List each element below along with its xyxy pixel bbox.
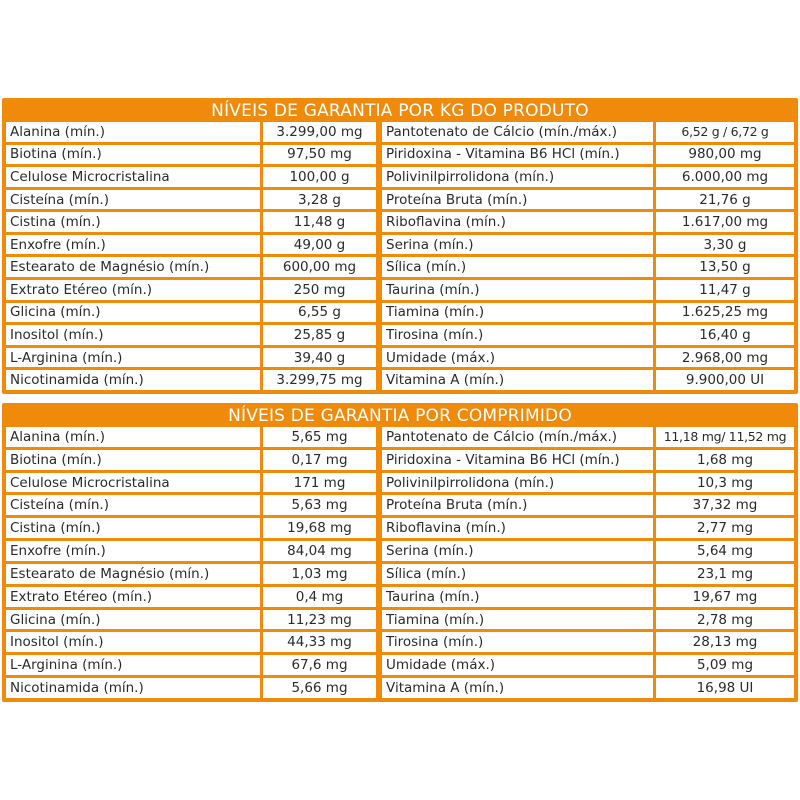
table-row xyxy=(382,212,794,232)
nutrient-name: Enxofre (mín.) xyxy=(6,541,260,561)
table-row xyxy=(6,190,376,210)
table-row xyxy=(382,450,794,470)
table-row xyxy=(6,280,376,300)
nutrient-value: 6.000,00 mg xyxy=(656,167,794,187)
nutrient-value: 3,30 g xyxy=(656,235,794,255)
nutrient-value: 97,50 mg xyxy=(263,145,376,165)
table-row xyxy=(382,495,794,515)
table-row xyxy=(382,257,794,277)
table-title: NÍVEIS DE GARANTIA POR KG DO PRODUTO xyxy=(211,101,589,121)
nutrient-name: Cistina (mín.) xyxy=(6,518,260,538)
table-row xyxy=(382,678,794,698)
nutrient-name: Glicina (mín.) xyxy=(6,610,260,630)
nutrient-value: 2,78 mg xyxy=(656,610,794,630)
nutrient-name: Extrato Etéreo (mín.) xyxy=(6,587,260,607)
table-row xyxy=(6,235,376,255)
nutrient-name: Estearato de Magnésio (mín.) xyxy=(6,564,260,584)
nutrient-name: Pantotenato de Cálcio (mín./máx.) xyxy=(382,122,653,142)
nutrient-value: 5,65 mg xyxy=(263,427,376,447)
nutrient-name: Proteína Bruta (mín.) xyxy=(382,495,653,515)
nutrient-name: L-Arginina (mín.) xyxy=(6,655,260,675)
table-row xyxy=(6,257,376,277)
table-row xyxy=(382,235,794,255)
nutrient-value: 5,64 mg xyxy=(656,541,794,561)
table-per-kg xyxy=(2,98,798,394)
nutrient-name: Inositol (mín.) xyxy=(6,632,260,652)
nutrient-value: 11,23 mg xyxy=(263,610,376,630)
nutrient-value: 5,09 mg xyxy=(656,655,794,675)
nutrient-name: L-Arginina (mín.) xyxy=(6,348,260,368)
nutrient-value: 2.968,00 mg xyxy=(656,348,794,368)
table-row xyxy=(382,348,794,368)
nutrient-name: Enxofre (mín.) xyxy=(6,235,260,255)
table-row xyxy=(382,122,794,142)
nutrient-name: Cistina (mín.) xyxy=(6,212,260,232)
nutrient-value: 67,6 mg xyxy=(263,655,376,675)
nutrient-value: 11,48 g xyxy=(263,212,376,232)
nutrient-value: 250 mg xyxy=(263,280,376,300)
nutrient-name: Sílica (mín.) xyxy=(382,564,653,584)
nutrient-name: Pantotenato de Cálcio (mín./máx.) xyxy=(382,427,653,447)
nutrient-value: 0,17 mg xyxy=(263,450,376,470)
nutrient-value: 171 mg xyxy=(263,473,376,493)
nutrient-value: 980,00 mg xyxy=(656,145,794,165)
table-row xyxy=(382,370,794,390)
table-row xyxy=(382,655,794,675)
nutrient-value: 16,40 g xyxy=(656,325,794,345)
table-row xyxy=(382,167,794,187)
nutrient-value: 49,00 g xyxy=(263,235,376,255)
table-row xyxy=(6,145,376,165)
nutrient-value: 11,18 mg/ 11,52 mg xyxy=(656,427,794,447)
nutrient-value: 11,47 g xyxy=(656,280,794,300)
nutrient-value: 1.617,00 mg xyxy=(656,212,794,232)
nutrient-name: Sílica (mín.) xyxy=(382,257,653,277)
table-row xyxy=(6,212,376,232)
nutrient-name: Riboflavina (mín.) xyxy=(382,518,653,538)
nutrient-value: 0,4 mg xyxy=(263,587,376,607)
table-row xyxy=(382,325,794,345)
nutrient-value: 6,55 g xyxy=(263,303,376,323)
table-per-tablet xyxy=(2,403,798,702)
table-row xyxy=(6,348,376,368)
table-row xyxy=(382,190,794,210)
nutrient-name: Glicina (mín.) xyxy=(6,303,260,323)
table-row xyxy=(6,450,376,470)
right-column xyxy=(382,122,794,390)
table-row xyxy=(6,495,376,515)
table-row xyxy=(6,325,376,345)
nutrient-value: 39,40 g xyxy=(263,348,376,368)
nutrient-value: 1.625,25 mg xyxy=(656,303,794,323)
table-row xyxy=(6,564,376,584)
nutrient-value: 28,13 mg xyxy=(656,632,794,652)
table-row xyxy=(6,541,376,561)
table-row xyxy=(382,632,794,652)
nutrient-name: Serina (mín.) xyxy=(382,235,653,255)
nutrient-value: 1,68 mg xyxy=(656,450,794,470)
nutrient-name: Umidade (máx.) xyxy=(382,655,653,675)
table-row xyxy=(382,518,794,538)
table-row xyxy=(382,473,794,493)
nutrient-name: Polivinilpirrolidona (mín.) xyxy=(382,167,653,187)
nutrient-name: Vitamina A (mín.) xyxy=(382,370,653,390)
nutrient-name: Tirosina (mín.) xyxy=(382,325,653,345)
nutrient-name: Tiamina (mín.) xyxy=(382,610,653,630)
nutrient-name: Extrato Etéreo (mín.) xyxy=(6,280,260,300)
table-row xyxy=(6,303,376,323)
nutrient-name: Cisteína (mín.) xyxy=(6,495,260,515)
nutrient-name: Alanina (mín.) xyxy=(6,427,260,447)
table-row xyxy=(382,280,794,300)
nutrient-value: 16,98 UI xyxy=(656,678,794,698)
left-column xyxy=(6,122,376,390)
nutrient-name: Cisteína (mín.) xyxy=(6,190,260,210)
table-row xyxy=(382,303,794,323)
nutrient-name: Tiamina (mín.) xyxy=(382,303,653,323)
table-row xyxy=(6,122,376,142)
table-title: NÍVEIS DE GARANTIA POR COMPRIMIDO xyxy=(228,406,572,426)
nutrient-name: Alanina (mín.) xyxy=(6,122,260,142)
nutrient-name: Nicotinamida (mín.) xyxy=(6,370,260,390)
nutrient-value: 23,1 mg xyxy=(656,564,794,584)
nutrient-value: 13,50 g xyxy=(656,257,794,277)
table-row xyxy=(382,564,794,584)
nutrient-value: 600,00 mg xyxy=(263,257,376,277)
nutrient-name: Inositol (mín.) xyxy=(6,325,260,345)
nutrient-value: 1,03 mg xyxy=(263,564,376,584)
nutrient-value: 100,00 g xyxy=(263,167,376,187)
nutrient-name: Celulose Microcristalina xyxy=(6,473,260,493)
table-row xyxy=(6,427,376,447)
nutrient-value: 5,66 mg xyxy=(263,678,376,698)
nutrient-name: Serina (mín.) xyxy=(382,541,653,561)
nutrient-value: 37,32 mg xyxy=(656,495,794,515)
nutrient-value: 2,77 mg xyxy=(656,518,794,538)
table-row xyxy=(6,610,376,630)
nutrient-name: Taurina (mín.) xyxy=(382,280,653,300)
table-row xyxy=(382,145,794,165)
table-row xyxy=(6,473,376,493)
table-row xyxy=(382,541,794,561)
nutrient-name: Estearato de Magnésio (mín.) xyxy=(6,257,260,277)
nutrient-name: Riboflavina (mín.) xyxy=(382,212,653,232)
nutrient-name: Biotina (mín.) xyxy=(6,450,260,470)
table-row xyxy=(6,370,376,390)
nutrient-value: 84,04 mg xyxy=(263,541,376,561)
nutrient-value: 3.299,75 mg xyxy=(263,370,376,390)
nutrient-name: Celulose Microcristalina xyxy=(6,167,260,187)
table-row xyxy=(382,427,794,447)
nutrient-value: 3,28 g xyxy=(263,190,376,210)
nutrient-value: 10,3 mg xyxy=(656,473,794,493)
nutrient-name: Taurina (mín.) xyxy=(382,587,653,607)
table-row xyxy=(6,632,376,652)
nutrient-value: 44,33 mg xyxy=(263,632,376,652)
nutrient-value: 25,85 g xyxy=(263,325,376,345)
nutrient-value: 19,68 mg xyxy=(263,518,376,538)
nutrient-name: Tirosina (mín.) xyxy=(382,632,653,652)
nutrient-value: 21,76 g xyxy=(656,190,794,210)
nutrient-name: Vitamina A (mín.) xyxy=(382,678,653,698)
nutrient-name: Polivinilpirrolidona (mín.) xyxy=(382,473,653,493)
nutrient-value: 5,63 mg xyxy=(263,495,376,515)
nutrient-name: Nicotinamida (mín.) xyxy=(6,678,260,698)
table-row xyxy=(6,167,376,187)
nutrient-value: 19,67 mg xyxy=(656,587,794,607)
nutrient-value: 9.900,00 UI xyxy=(656,370,794,390)
table-row xyxy=(6,678,376,698)
table-row xyxy=(382,610,794,630)
table-row xyxy=(6,587,376,607)
nutrient-name: Piridoxina - Vitamina B6 HCl (mín.) xyxy=(382,450,653,470)
right-column xyxy=(382,427,794,698)
nutrient-value: 3.299,00 mg xyxy=(263,122,376,142)
table-row xyxy=(6,655,376,675)
table-row xyxy=(382,587,794,607)
nutrient-value: 6,52 g / 6,72 g xyxy=(656,122,794,142)
nutrient-name: Proteína Bruta (mín.) xyxy=(382,190,653,210)
table-row xyxy=(6,518,376,538)
nutrient-name: Piridoxina - Vitamina B6 HCl (mín.) xyxy=(382,145,653,165)
nutrient-name: Umidade (máx.) xyxy=(382,348,653,368)
left-column xyxy=(6,427,376,698)
nutrient-name: Biotina (mín.) xyxy=(6,145,260,165)
